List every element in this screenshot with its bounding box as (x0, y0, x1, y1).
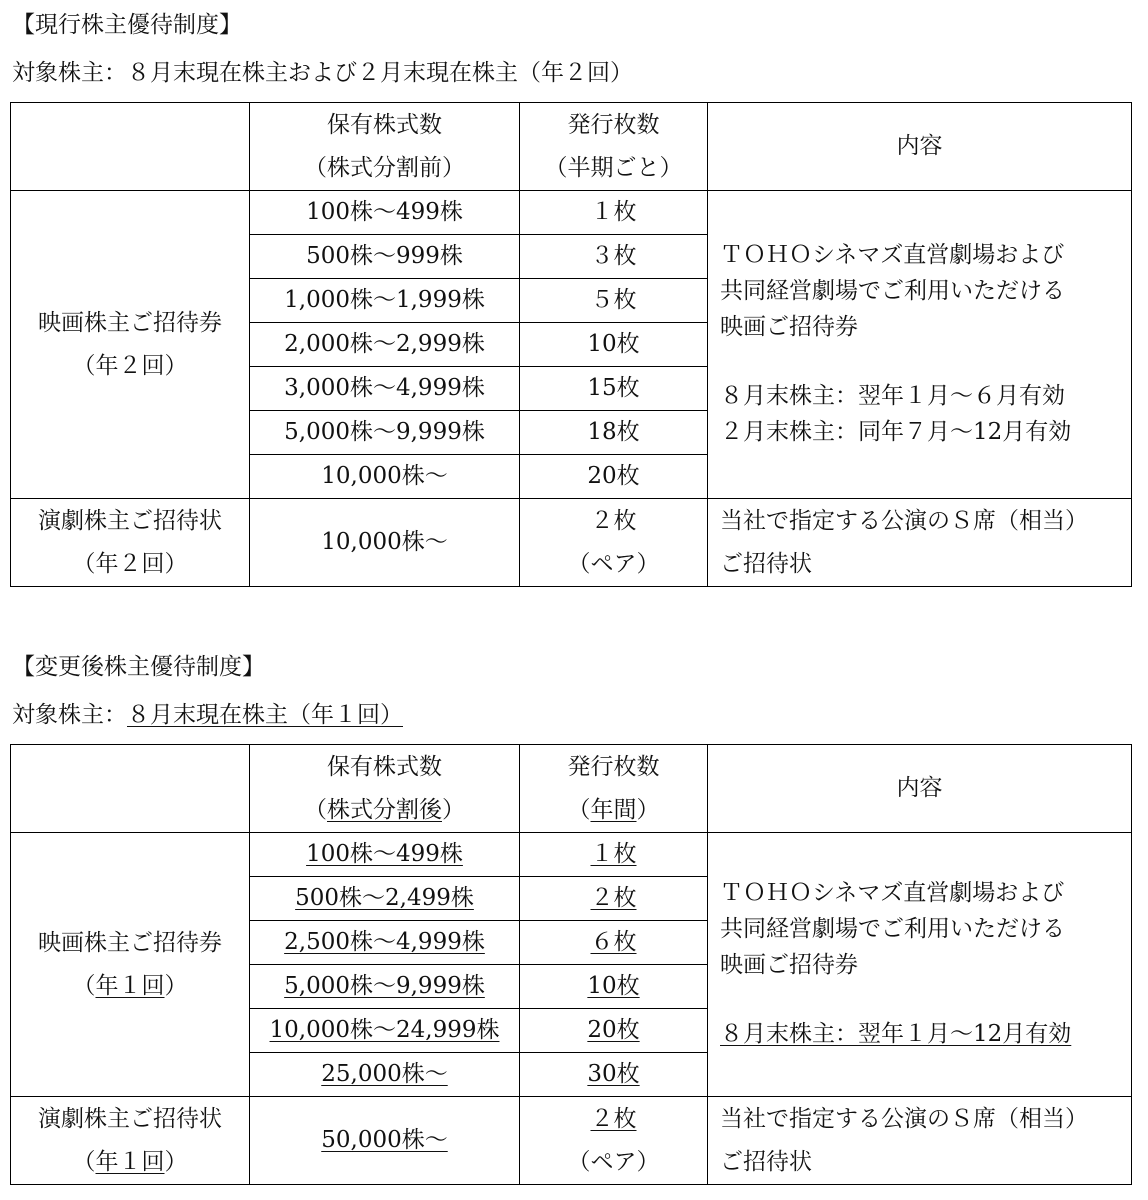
header-shares: 保有株式数 （株式分割前） (250, 103, 520, 191)
movie-ticket-content: ＴＯＨＯシネマズ直営劇場および 共同経営劇場でご利用いただける 映画ご招待券 ８月末株主：翌年１月～６月有効 ２月末株主：同年７月～12月有効 (708, 191, 1132, 499)
movie-ticket-content: ＴＯＨＯシネマズ直営劇場および 共同経営劇場でご利用いただける 映画ご招待券 ８月末株主：翌年１月～12月有効 (708, 833, 1132, 1097)
theater-shares: 10,000株～ (250, 499, 520, 587)
header-count: 発行枚数 （年間） (520, 745, 708, 833)
current-policy-table (10, 102, 1132, 587)
movie-ticket-label: 映画株主ご招待券 （年２回） (11, 191, 250, 499)
theater-content: 当社で指定する公演のＳ席（相当） ご招待状 (708, 499, 1132, 587)
movie-ticket-label: 映画株主ご招待券 （年１回） (11, 833, 250, 1097)
ticket-count: ２枚 (520, 877, 708, 921)
shares-range: 500株～999株 (250, 235, 520, 279)
theater-invitation-label: 演劇株主ご招待状 （年１回） (11, 1097, 250, 1185)
shares-range: 25,000株～ (250, 1053, 520, 1097)
shares-range: 500株～2,499株 (250, 877, 520, 921)
header-count: 発行枚数 （半期ごと） (520, 103, 708, 191)
table-row (11, 191, 1132, 235)
ticket-count: ６枚 (520, 921, 708, 965)
shares-range: 1,000株～1,999株 (250, 279, 520, 323)
shares-range: 5,000株～9,999株 (250, 411, 520, 455)
header-blank-cell (11, 745, 250, 833)
header-content: 内容 (708, 745, 1132, 833)
ticket-count: 18枚 (520, 411, 708, 455)
revised-target-value: ８月末現在株主（年１回） (127, 702, 403, 728)
current-heading: 【現行株主優待制度】 (12, 12, 242, 38)
header-row (11, 745, 1132, 833)
header-row (11, 103, 1132, 191)
shares-range: 3,000株～4,999株 (250, 367, 520, 411)
header-blank-cell (11, 103, 250, 191)
validity-line: ２月末株主：同年７月～12月有効 (720, 418, 1072, 445)
current-target (12, 62, 633, 85)
ticket-count: 20枚 (520, 1009, 708, 1053)
revised-policy-table (10, 744, 1132, 1185)
current-target-value: ８月末現在株主および２月末現在株主（年２回） (127, 60, 633, 86)
theater-count: ２枚 （ペア） (520, 1097, 708, 1185)
shares-range: 2,000株～2,999株 (250, 323, 520, 367)
theater-row (11, 499, 1132, 587)
ticket-count: 20枚 (520, 455, 708, 499)
header-content: 内容 (708, 103, 1132, 191)
ticket-count: １枚 (520, 833, 708, 877)
ticket-count: ５枚 (520, 279, 708, 323)
shares-range: 100株～499株 (250, 191, 520, 235)
ticket-count: 15枚 (520, 367, 708, 411)
revised-target-label: 対象株主： (12, 702, 127, 728)
revised-heading: 【変更後株主優待制度】 (12, 654, 265, 680)
theater-invitation-label: 演劇株主ご招待状 （年２回） (11, 499, 250, 587)
ticket-count: ３枚 (520, 235, 708, 279)
validity-line: ８月末株主：翌年１月～12月有効 (720, 1021, 1072, 1048)
ticket-count: 30枚 (520, 1053, 708, 1097)
header-shares: 保有株式数 （株式分割後） (250, 745, 520, 833)
theater-content: 当社で指定する公演のＳ席（相当） ご招待状 (708, 1097, 1132, 1185)
current-target-label: 対象株主： (12, 60, 127, 86)
ticket-count: １枚 (520, 191, 708, 235)
shares-range: 5,000株～9,999株 (250, 965, 520, 1009)
shares-range: 10,000株～24,999株 (250, 1009, 520, 1053)
shares-range: 100株～499株 (250, 833, 520, 877)
ticket-count: 10枚 (520, 965, 708, 1009)
table-row (11, 833, 1132, 877)
revised-target (12, 704, 403, 727)
ticket-count: 10枚 (520, 323, 708, 367)
validity-line: ８月末株主：翌年１月～６月有効 (720, 383, 1065, 410)
shares-range: 2,500株～4,999株 (250, 921, 520, 965)
theater-row (11, 1097, 1132, 1185)
theater-shares: 50,000株～ (250, 1097, 520, 1185)
shares-range: 10,000株～ (250, 455, 520, 499)
theater-count: ２枚 （ペア） (520, 499, 708, 587)
